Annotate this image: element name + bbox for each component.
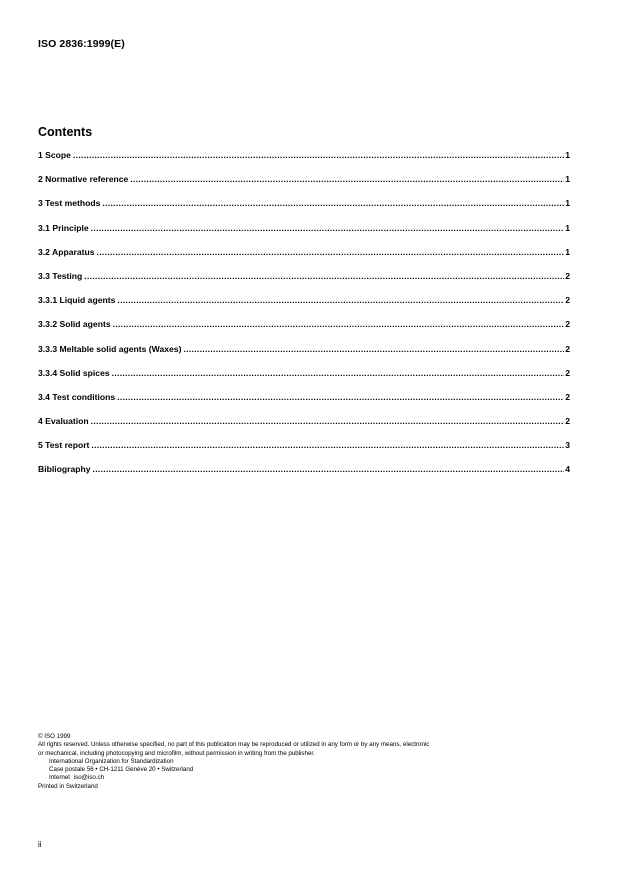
toc-entry-title: 3.3.4 Solid spices <box>38 367 110 378</box>
document-header: ISO 2836:1999(E) <box>38 38 125 50</box>
copyright-block <box>38 733 578 791</box>
toc-dot-leader <box>117 392 564 402</box>
toc-entry-scope[interactable] <box>38 150 570 174</box>
internet-line <box>38 774 578 782</box>
toc-dot-leader <box>183 344 564 354</box>
toc-entry-page: 2 <box>565 295 570 306</box>
toc-entry-bibliography[interactable] <box>38 464 570 488</box>
toc-dot-leader <box>84 271 564 281</box>
copyright-notice: © ISO 1999 <box>38 733 71 740</box>
toc-entry-page: 2 <box>565 416 570 427</box>
toc-dot-leader <box>93 464 565 474</box>
toc-entry-page: 1 <box>565 198 570 209</box>
toc-entry-principle[interactable] <box>38 223 570 247</box>
email-link[interactable]: iso@iso.ch <box>73 774 105 782</box>
toc-dot-leader <box>117 295 564 305</box>
toc-entry-page: 2 <box>565 343 570 354</box>
organization-name: International Organization for Standardization <box>49 757 174 765</box>
toc-entry-testing[interactable] <box>38 271 570 295</box>
contents-heading: Contents <box>38 125 93 139</box>
toc-dot-leader <box>102 198 564 208</box>
toc-entry-page: 2 <box>565 367 570 378</box>
toc-entry-meltable-solid-agents[interactable] <box>38 344 570 368</box>
toc-entry-title: 3 Test methods <box>38 198 101 209</box>
toc-entry-page: 2 <box>565 391 570 402</box>
toc-entry-title: 3.1 Principle <box>38 222 89 233</box>
toc-entry-apparatus[interactable] <box>38 247 570 271</box>
toc-entry-test-conditions[interactable] <box>38 392 570 416</box>
toc-entry-page: 1 <box>565 246 570 257</box>
toc-entry-title: 1 Scope <box>38 150 71 160</box>
toc-entry-solid-spices[interactable] <box>38 368 570 392</box>
page-number: ii <box>38 840 42 849</box>
printed-in: Printed in Switzerland <box>38 782 98 790</box>
toc-dot-leader <box>112 368 565 378</box>
toc-entry-title: 3.3.2 Solid agents <box>38 319 111 330</box>
toc-entry-title: 3.2 Apparatus <box>38 246 95 257</box>
organization-address: Case postale 56 • CH-1211 Genève 20 • Switzerland <box>49 766 194 774</box>
toc-entry-title: 3.3.3 Meltable solid agents (Waxes) <box>38 343 182 354</box>
toc-entry-page: 2 <box>565 319 570 330</box>
toc-entry-page: 3 <box>565 440 570 451</box>
toc-dot-leader <box>97 247 565 257</box>
toc-entry-solid-agents[interactable] <box>38 319 570 343</box>
toc-entry-page: 4 <box>565 464 570 475</box>
toc-entry-title: 4 Evaluation <box>38 416 89 427</box>
rights-statement-line-2: or mechanical, including photocopying and microfilm, without permission in writing from the publisher. <box>38 749 315 757</box>
toc-dot-leader <box>91 416 565 426</box>
toc-dot-leader <box>91 223 565 233</box>
toc-entry-title: 3.4 Test conditions <box>38 391 116 402</box>
toc-entry-title: 2 Normative reference <box>38 174 129 185</box>
toc-entry-title: Bibliography <box>38 464 91 475</box>
toc-entry-liquid-agents[interactable] <box>38 295 570 319</box>
toc-entry-normative-reference[interactable] <box>38 174 570 198</box>
toc-dot-leader <box>73 150 564 160</box>
toc-entry-evaluation[interactable] <box>38 416 570 440</box>
toc-entry-page: 1 <box>565 174 570 185</box>
toc-dot-leader <box>91 440 564 450</box>
internet-label: Internet <box>49 774 70 782</box>
toc-entry-test-methods[interactable] <box>38 198 570 222</box>
rights-statement-line-1: All rights reserved. Unless otherwise specified, no part of this publication may be reproduced or utilized in any form or by any means, electronic <box>38 741 430 749</box>
toc-entry-test-report[interactable] <box>38 440 570 464</box>
toc-entry-title: 3.3 Testing <box>38 270 83 281</box>
toc-entry-page: 1 <box>565 222 570 233</box>
toc-entry-title: 3.3.1 Liquid agents <box>38 295 116 306</box>
table-of-contents <box>38 150 570 489</box>
toc-entry-title: 5 Test report <box>38 440 90 451</box>
toc-entry-page: 2 <box>565 270 570 281</box>
toc-dot-leader <box>130 174 564 184</box>
toc-dot-leader <box>113 319 565 329</box>
toc-entry-page: 1 <box>565 150 570 160</box>
